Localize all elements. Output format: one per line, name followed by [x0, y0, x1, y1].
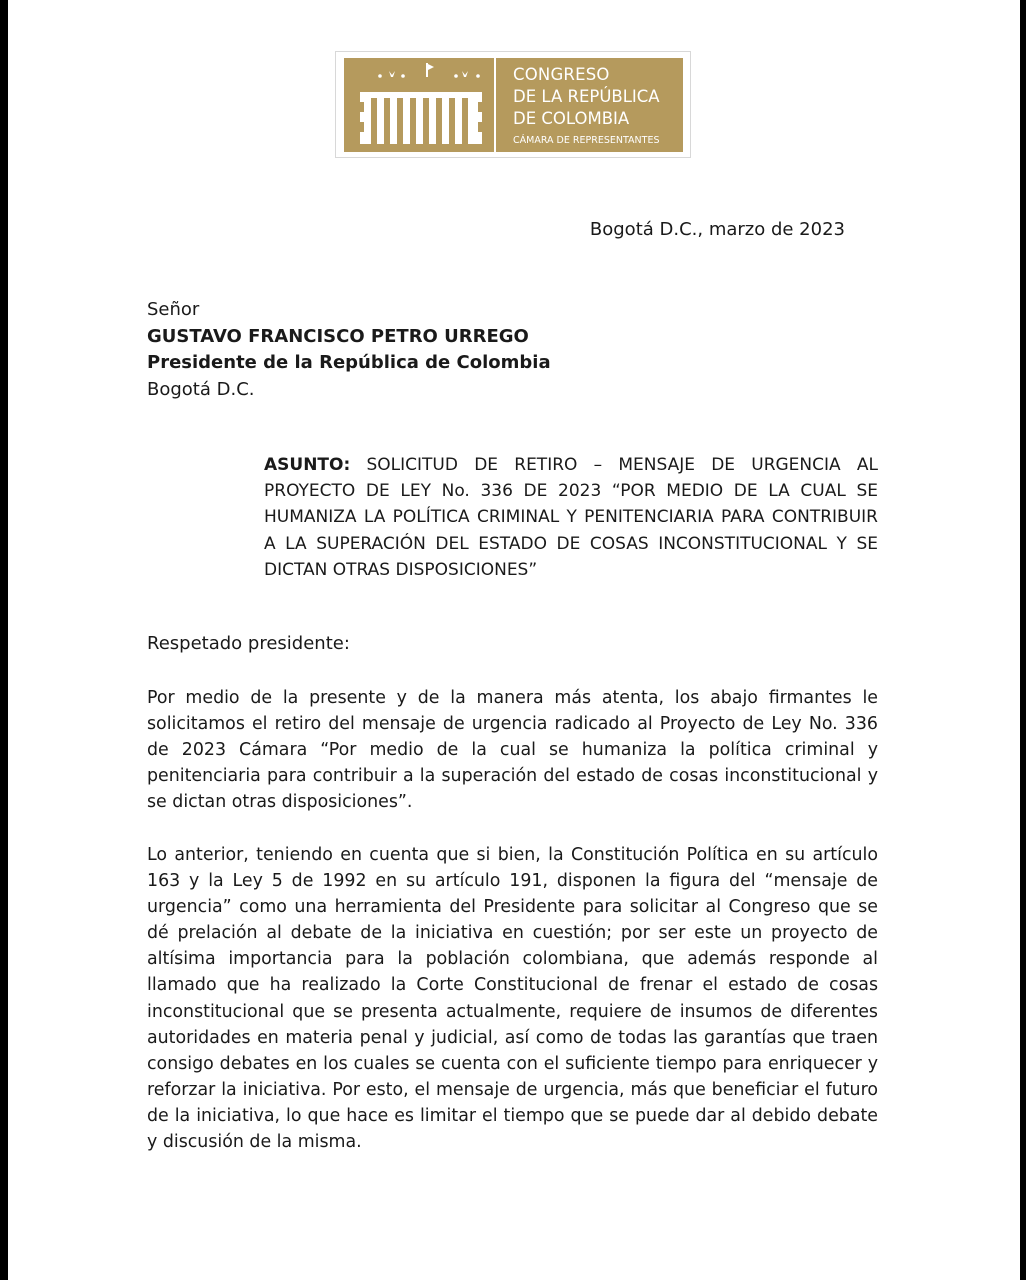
recipient-title: Presidente de la República de Colombia: [147, 352, 551, 373]
subject-block: [264, 452, 878, 583]
recipient-city: Bogotá D.C.: [147, 378, 255, 400]
capitol-emblem-icon: [344, 58, 494, 152]
recipient-name: GUSTAVO FRANCISCO PETRO URREGO: [147, 325, 529, 347]
body-paragraph-1: Por medio de la presente y de la manera más atenta, los abajo firmantes le solicitamos el retiro del mensaje de urgencia radicado al Proyecto de Ley No. 336 de 2023 Cámara “Por medio de la cual se humaniza la política criminal y penitenciaria para contribuir a la superación del estado de cosas inconstitucional y se dictan otras disposiciones”.: [147, 688, 878, 813]
recipient-salutation: Señor: [147, 299, 200, 320]
recipient-block: [147, 297, 551, 403]
logo-line-colombia: DE COLOMBIA: [513, 109, 630, 128]
logo-line-camara: CÁMARA DE REPRESENTANTES: [513, 135, 660, 146]
subject-label: ASUNTO:: [264, 455, 351, 475]
logo-line-congreso: CONGRESO: [513, 65, 610, 84]
congress-logo: [335, 51, 691, 158]
subject-text: SOLICITUD DE RETIRO – MENSAJE DE URGENCIA AL PROYECTO DE LEY No. 336 DE 2023 “POR MEDIO DE LA CUAL SE HUMANIZA LA POLÍTICA CRIMINAL Y PENITENCIARIA PARA CONTRIBUIR A LA SUPERACIÓN DEL ESTADO DE COSAS INCONSTITUCIONAL Y SE DICTAN OTRAS DISPOSICIONES”: [264, 455, 878, 580]
date-line: Bogotá D.C., marzo de 2023: [589, 219, 845, 240]
greeting: Respetado presidente:: [147, 633, 350, 654]
body-paragraph-2: Lo anterior, teniendo en cuenta que si bien, la Constitución Política en su artículo 163 y la Ley 5 de 1992 en su artículo 191, disponen la figura del “mensaje de urgencia” como una herramienta del Presidente para solicitar al Congreso que se dé prelación al debate de la iniciativa en cuestión; por ser este un proyecto de altísima importancia para la población colombiana, que además responde al llamado que ha realizado la Corte Constitucional de frenar el estado de cosas inconstitucional que se presenta actualmente, requiere de insumos de diferentes autoridades en materia penal y judicial, así como de todas las garantías que traen consigo debates en los cuales se cuenta con el suficiente tiempo para enriquecer y reforzar la iniciativa. Por esto, el mensaje de urgencia, más que beneficiar el futuro de la iniciativa, lo que hace es limitar el tiempo que se puede dar al debido debate y discusión de la misma.: [147, 845, 878, 1153]
letter-page: [8, 0, 1020, 1280]
logo-banner: [496, 58, 683, 152]
logo-line-republica: DE LA REPÚBLICA: [513, 87, 660, 106]
